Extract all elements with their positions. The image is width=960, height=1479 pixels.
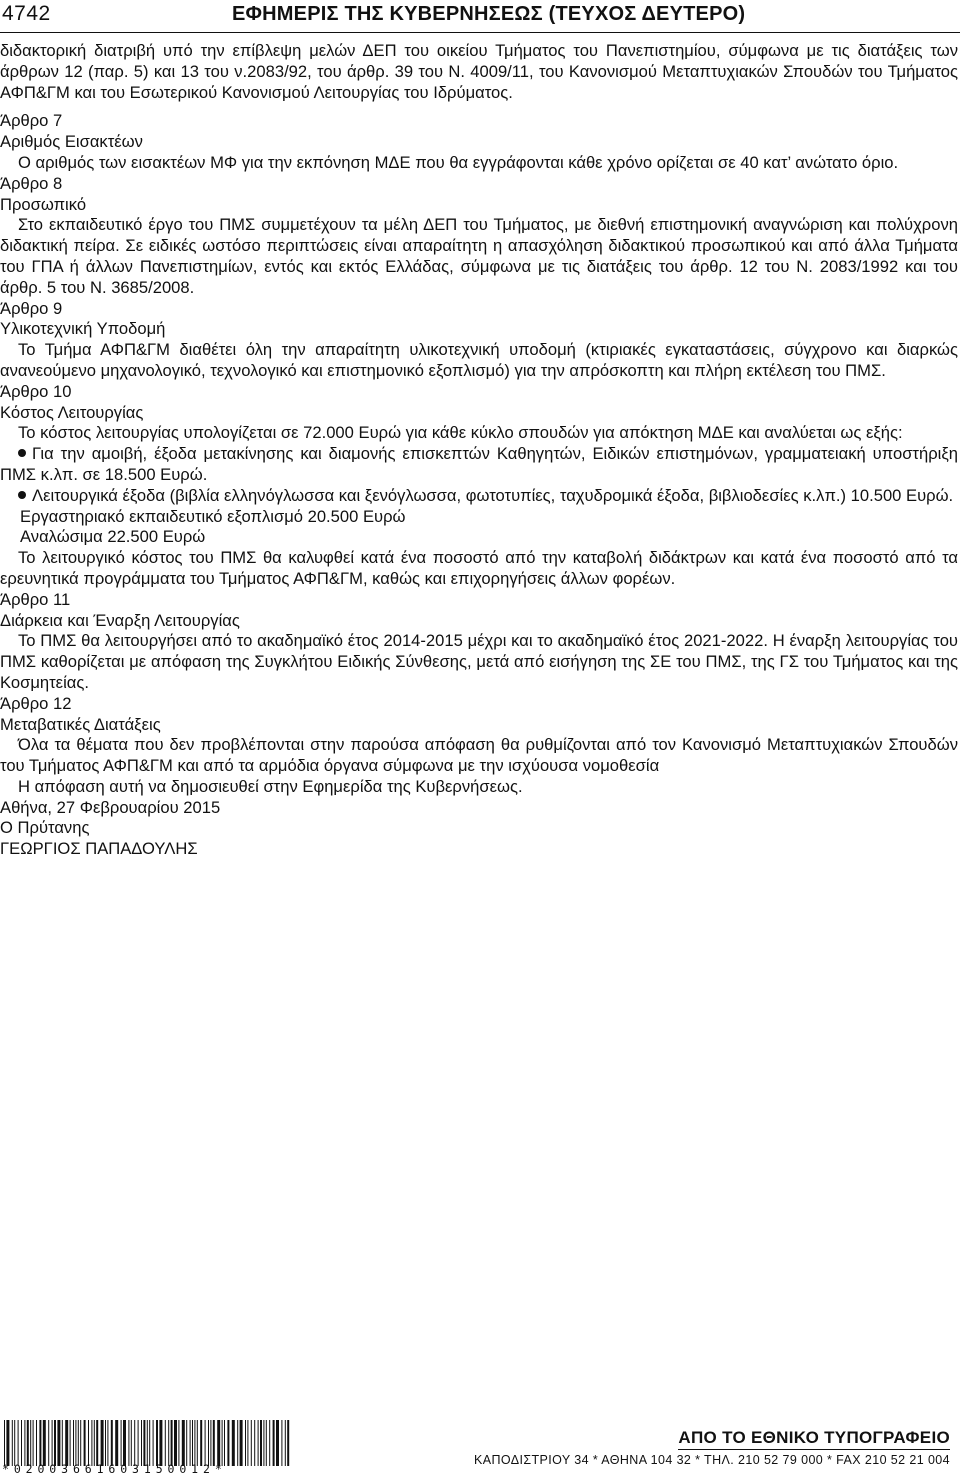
article-12-title: Άρθρο 12 (0, 693, 72, 713)
barcode-bar (168, 1420, 169, 1466)
article-11-title: Άρθρο 11 (0, 589, 71, 609)
barcode-bar (138, 1420, 139, 1466)
article-10-text: Το κόστος λειτουργίας υπολογίζεται σε 72.000 Ευρώ για κάθε κύκλο σπουδών για απόκτηση ΜΔΕ και αναλύεται ως εξής: (18, 423, 903, 443)
barcode-bar (287, 1420, 289, 1466)
barcode-bar (159, 1420, 162, 1466)
article-12-heading: Μεταβατικές Διατάξεις (0, 714, 161, 734)
article-10-heading: Κόστος Λειτουργίας (0, 402, 144, 422)
article-7-heading: Αριθμός Εισακτέων (0, 132, 143, 152)
barcode-bar (224, 1420, 225, 1466)
barcode-bar (14, 1420, 15, 1466)
header-rule (0, 32, 960, 33)
barcode-bar (96, 1420, 98, 1466)
barcode-bar (141, 1420, 142, 1466)
barcode-bar (263, 1420, 264, 1466)
article-11-heading: Διάρκεια και Έναρξη Λειτουργίας (0, 610, 240, 630)
signature-role: Ο Πρύτανης (0, 818, 90, 838)
barcode-bar (247, 1420, 248, 1466)
barcode-bar (222, 1420, 223, 1466)
journal-title: ΕΦΗΜΕΡΙΣ ΤΗΣ ΚΥΒΕΡΝΗΣΕΩΣ (ΤΕΥΧΟΣ ΔΕΥΤΕΡΟ) (232, 3, 746, 25)
barcode-bar (94, 1420, 95, 1466)
article-7-text: Ο αριθμός των εισακτέων ΜΦ για την εκπόνηση ΜΔΕ που θα εγγράφονται κάθε χρόνο ορίζεται σε 40 κατ’ ανώτατο όριο. (18, 152, 899, 172)
barcode-bar (281, 1420, 282, 1466)
barcode-bar (156, 1420, 158, 1466)
barcode-bar (240, 1420, 243, 1466)
article-10-title: Άρθρο 10 (0, 381, 72, 401)
barcode-bar (217, 1420, 220, 1466)
barcode-bar (30, 1420, 31, 1466)
cost-bullet-1-text: Για την αμοιβή, έξοδα μετακίνησης και διαμονής επισκεπτών Καθηγητών, Ειδικών επιστημόνων, γραμματειακή υποστήριξη ΠΜΣ κ.λπ. σε 18.500 Ευρώ. (0, 444, 958, 484)
barcode-bar (39, 1420, 41, 1466)
barcode-bar (105, 1420, 106, 1466)
barcode-bar (75, 1420, 76, 1466)
barcode-bar (128, 1420, 129, 1466)
barcode-bar (33, 1420, 34, 1466)
barcode-bar (143, 1420, 145, 1466)
barcode-bar (4, 1420, 5, 1466)
barcode-bar (78, 1420, 79, 1466)
article-8-text: Στο εκπαιδευτικό έργο του ΠΜΣ συμμετέχουν τα μέλη ΔΕΠ του Τμήματος, με διεθνή επιστημονική αναγνώριση και πολύχρονη διδακτική πείρα. Σε ειδικές ωστόσο περιπτώσεις είναι απαραίτητη η απασχόληση διδακτικού προσωπικού και από άλλα Τμήματα του ΓΠΑ ή άλλων Πανεπιστημίων, εντός και εκτός Ελλάδας, σύμφωνα με τις διατάξεις του άρθρ. 12 του Ν. 2083/1992 και του άρθρ. 5 του Ν. 3685/2008. (0, 215, 958, 297)
barcode-bar (115, 1420, 118, 1466)
barcode-bar (210, 1420, 211, 1466)
barcode-bar (245, 1420, 246, 1466)
barcode-bar (153, 1420, 154, 1466)
bullet-dot-icon (18, 449, 26, 457)
barcode-bar (254, 1420, 255, 1466)
barcode-bar (52, 1420, 53, 1466)
cost-item-3: Εργαστηριακό εκπαιδευτικό εξοπλισμό 20.500 Ευρώ (20, 506, 406, 526)
barcode-bar (237, 1420, 238, 1466)
barcode-bar (101, 1420, 104, 1466)
barcode-bar (36, 1420, 37, 1466)
printer-address: ΚΑΠΟΔΙΣΤΡΙΟΥ 34 * ΑΘΗΝΑ 104 32 * ΤΗΛ. 210 52 79 000 * FAX 210 52 21 004 (473, 1453, 950, 1467)
barcode-bar (111, 1420, 113, 1466)
barcode-bar (107, 1420, 108, 1466)
barcode-bar (27, 1420, 29, 1466)
barcode-bar (134, 1420, 135, 1466)
barcode-bar (192, 1420, 193, 1466)
barcode-bar (57, 1420, 60, 1466)
cost-bullet-2 (0, 486, 958, 507)
signature-place-date: Αθήνα, 27 Φεβρουαρίου 2015 (0, 797, 221, 817)
barcode-bar (147, 1420, 148, 1466)
article-11-text: Το ΠΜΣ θα λειτουργήσει από το ακαδημαϊκό έτος 2014-2015 μέχρι και το ακαδημαϊκό έτος 2021-2022. Η έναρξη λειτουργίας του ΠΜΣ καθορίζεται με απόφαση της Συγκλήτου Ειδικής Σύνθεσης, μετά από εισήγηση της ΣΕ του ΠΜΣ, της ΓΣ του Τμήματος και της Κοσμητείας. (0, 631, 958, 692)
barcode-bar (24, 1420, 25, 1466)
barcode-bar (62, 1420, 63, 1466)
cost-bullet-1 (0, 444, 958, 486)
barcode-bar (266, 1420, 267, 1466)
barcode-bar (149, 1420, 150, 1466)
barcode-bar (186, 1420, 187, 1466)
intro-paragraph: διδακτορική διατριβή υπό την επίβλεψη μελών ΔΕΠ του οικείου Τμήματος του Πανεπιστημίου, σύμφωνα με τις διατάξεις των άρθρων 12 (παρ. 5) και 13 του ν.2083/92, του άρθρ. 39 του Ν. 4009/11, του Κανονισμού Μεταπτυχιακών Σπουδών του Τμήματος ΑΦΠ&ΓΜ και του Εσωτερικού Κανονισμού Λειτουργίας του Ιδρύματος. (0, 41, 958, 102)
barcode-bar (205, 1420, 206, 1466)
barcode-bar (273, 1420, 275, 1466)
barcode-bar (285, 1420, 286, 1466)
barcode-bar (54, 1420, 56, 1466)
barcode-bar (165, 1420, 166, 1466)
barcode-bar (91, 1420, 92, 1466)
barcode-bar (6, 1420, 9, 1466)
barcode-bar (43, 1420, 46, 1466)
barcode-bar (121, 1420, 122, 1466)
document-body (0, 41, 958, 860)
article-8-title: Άρθρο 8 (0, 173, 63, 193)
barcode-bar (260, 1420, 262, 1466)
barcode-bar (65, 1420, 68, 1466)
barcode-bar (21, 1420, 22, 1466)
article-12-text: Όλα τα θέματα που δεν προβλέπονται στην παρούσα απόφαση θα ρυθμίζονται από τον Κανονισμό Μεταπτυχιακών Σπουδών του Τμήματος ΑΦΠ&ΓΜ και από τα αρμόδια όργανα σύμφωνα με την ισχύουσα νομοθεσία (0, 735, 958, 776)
article-8-heading: Προσωπικό (0, 194, 87, 214)
article-9-title: Άρθρο 9 (0, 298, 63, 318)
barcode-bar (73, 1420, 74, 1466)
page-header (0, 0, 960, 32)
article-12-text-2: Η απόφαση αυτή να δημοσιευθεί στην Εφημερίδα της Κυβερνήσεως. (18, 776, 523, 796)
barcode-bar (251, 1420, 252, 1466)
signature-name: ΓΕΩΡΓΙΟΣ ΠΑΠΑΔΟΥΛΗΣ (0, 839, 198, 859)
article-9-heading: Υλικοτεχνική Υποδομή (0, 319, 166, 339)
bullet-dot-icon (18, 491, 26, 499)
barcode-bar (213, 1420, 215, 1466)
barcode-bar (194, 1420, 195, 1466)
barcode-bar (190, 1420, 191, 1466)
cost-bullet-2-text: Λειτουργικά έξοδα (βιβλία ελληνόγλωσσα και ξενόγλωσσα, φωτοτυπίες, ταχυδρομικά έξοδα, βιβλιοδεσίες κ.λπ.) 10.500 Ευρώ. (32, 485, 954, 505)
barcode-bar (200, 1420, 202, 1466)
barcode-bar (84, 1420, 86, 1466)
printer-name: ΑΠΟ ΤΟ ΕΘΝΙΚΟ ΤΥΠΟΓΡΑΦΕΙΟ (678, 1428, 950, 1450)
barcode-bar (227, 1420, 229, 1466)
barcode-digits: *02003661603150012* (2, 1462, 227, 1476)
barcode-bar (131, 1420, 132, 1466)
barcode-bar (232, 1420, 235, 1466)
article-7-title: Άρθρο 7 (0, 111, 63, 131)
barcode-bar (174, 1420, 177, 1466)
barcode-bar (123, 1420, 126, 1466)
barcode-bar (12, 1420, 13, 1466)
barcode-bar (182, 1420, 185, 1466)
barcode-bar (269, 1420, 270, 1466)
page-number: 4742 (2, 2, 51, 25)
barcode-bar (276, 1420, 279, 1466)
barcode-bar (18, 1420, 19, 1466)
cost-item-4: Αναλώσιμα 22.500 Ευρώ (20, 527, 206, 547)
barcode-bar (258, 1420, 259, 1466)
barcode-bar (88, 1420, 89, 1466)
article-10-text-2: Το λειτουργικό κόστος του ΠΜΣ θα καλυφθεί κατά ένα ποσοστό από την καταβολή διδάκτρων και κατά ένα ποσοστό από τα ερευνητικά προγράμματα του Τμήματος ΑΦΠ&ΓΜ, καθώς και επιχορηγήσεις άλλων φορέων. (0, 548, 958, 588)
barcode-bar (197, 1420, 198, 1466)
barcode-bar (208, 1420, 209, 1466)
barcode-bar (70, 1420, 71, 1466)
barcode-bar (171, 1420, 173, 1466)
article-9-text: Το Τμήμα ΑΦΠ&ΓΜ διαθέτει όλη την απαραίτητη υλικοτεχνική υποδομή (κτιριακές εγκαταστάσεις, σύγχρονο και διαρκώς ανανεούμενο μηχανολογικό, τεχνολογικό και επιστημονικό εξοπλισμό) για την απρόσκοπτη και πλήρη εκτέλεση του ΠΜΣ. (0, 340, 958, 380)
barcode-bar (80, 1420, 81, 1466)
barcode-bar (48, 1420, 49, 1466)
barcode-bar (178, 1420, 179, 1466)
